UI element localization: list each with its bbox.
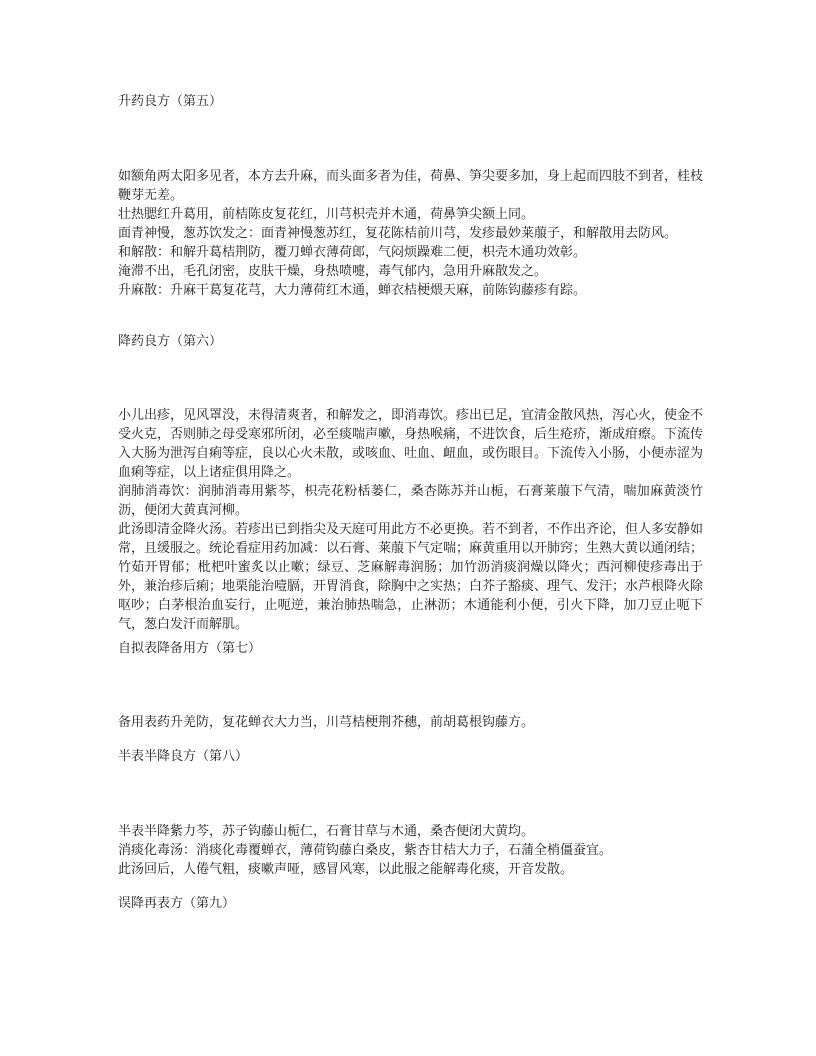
- section-title-5: 升药良方（第五）: [118, 94, 223, 109]
- paragraph: 此汤回后，人倦气粗，痰嗽声哑，感冒风寒，以此服之能解毒化痰，开音发散。: [118, 862, 574, 877]
- paragraph: 面青神慢，葱苏饮发之：面青神慢葱苏红，复花陈桔前川芎，发疹最妙莱菔子，和解散用去防风。: [118, 226, 678, 241]
- paragraph: 消痰化毒汤：消痰化毒覆蝉衣，薄荷钩藤白桑皮，紫杏甘桔大力子，石蒲全梢僵蚕宜。: [118, 843, 613, 858]
- paragraph: 升麻散：升麻干葛复花芎，大力薄荷红木通，蝉衣桔梗煨天麻，前陈钩藤疹有踪。: [118, 283, 587, 298]
- section-body-8: [118, 822, 703, 879]
- paragraph: 小儿出疹，见风罩没，未得清爽者，和解发之，即消毒饮。疹出已足，宜清金散风热，泻心火，使金不受火克，否则肺之母受寒邪所闭，必至痰喘声嗽，身热喉痛，不进饮食，后生疮疥，渐成疳瘵。下流传入大肠为泄泻自痢等症，良以心火未散，或咳血、吐血、衄血，或伤眼目。下流传入小肠，小便赤涩为血痢等症，以上诸症俱用降之。: [118, 408, 704, 480]
- paragraph: 半表半降紫力芩，苏子钩藤山栀仁，石膏甘草与木通，桑杏便闭大黄均。: [118, 824, 535, 839]
- paragraph: 和解散：和解升葛桔荆防，覆刀蝉衣薄荷郎，气闷烦躁难二便，枳壳木通功效彰。: [118, 245, 587, 260]
- paragraph: 备用表药升羌防，复花蝉衣大力当，川芎桔梗荆芥穗，前胡葛根钩藤方。: [118, 715, 535, 730]
- paragraph: 淹滞不出，毛孔闭密，皮肤干燥，身热喷嚏，毒气郁内，急用升麻散发之。: [118, 264, 548, 279]
- paragraph: 润肺消毒饮：润肺消毒用紫芩，枳壳花粉栝蒌仁，桑杏陈苏并山栀，石膏莱菔下气清，喘加麻黄淡竹沥，便闭大黄真河柳。: [118, 484, 703, 518]
- paragraph: 此汤即清金降火汤。若疹出已到指尖及天庭可用此方不必更换。若不到者，不作出齐论，但人多安静如常，且缓服之。统论看症用药加减：以石膏、莱菔下气定喘；麻黄重用以开肺窍；生熟大黄以通闭结；竹茹开胃郁；枇杷叶蜜炙以止嗽；绿豆、芝麻解毒润肠；加竹沥消痰润燥以降火；西河柳使疹毒出于外，兼治疹后痢；地栗能治噎膈，开胃消食，除胸中之实热；白芥子豁痰、理气、发汗；水芦根降火除呕吵；白茅根治血妄行，止呃逆，兼治肺热喘急，止淋沥；木通能利小便，引火下降，加刀豆止呃下气，葱白发汗而解肌。: [118, 522, 704, 632]
- section-body-7: [118, 713, 703, 732]
- section-title-8: 半表半降良方（第八）: [118, 749, 249, 764]
- section-body-6: [118, 406, 703, 634]
- paragraph: 壮热腮红升葛用，前桔陈皮复花红，川芎枳壳并木通，荷鼻笋尖额上同。: [118, 207, 535, 222]
- section-title-6: 降药良方（第六）: [118, 334, 223, 349]
- paragraph: 如额角两太阳多见者，本方去升麻，而头面多者为佳，荷鼻、笋尖要多加，身上起而四肢不到者，桂枝鞭芽无差。: [118, 169, 704, 203]
- section-title-9: 误降再表方（第九）: [118, 896, 236, 911]
- section-body-5: [118, 167, 703, 300]
- section-title-7: 自拟表降备用方（第七）: [118, 641, 262, 656]
